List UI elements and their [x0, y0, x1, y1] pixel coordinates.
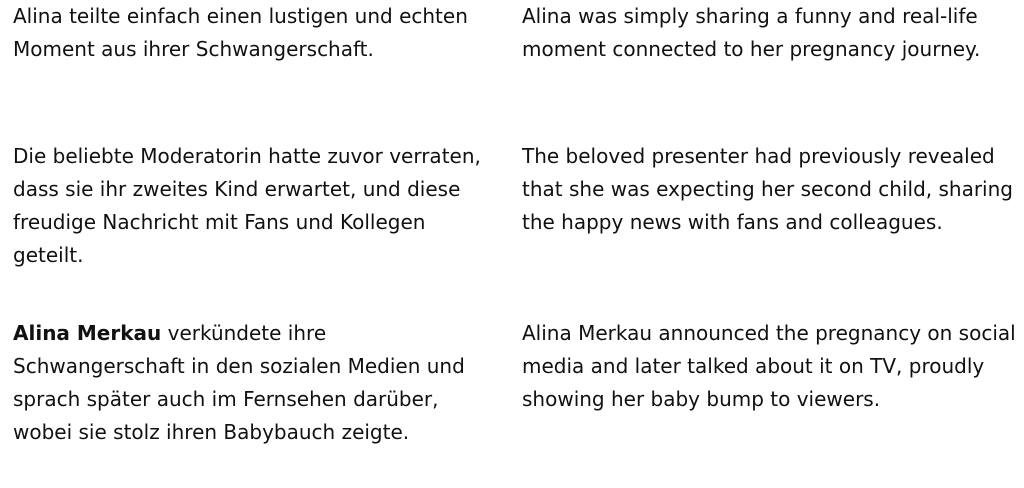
- german-paragraph-1: Alina teilte einfach einen lustigen und echten Moment aus ihrer Schwangerschaft.: [13, 4, 468, 61]
- german-paragraph-3-text: verkündete ihre Schwangerschaft in den sozialen Medien und sprach später auch im Fernsehen darüber, wobei sie stolz ihren Babybauch zeigte.: [13, 321, 465, 444]
- german-paragraph-2: Die beliebte Moderatorin hatte zuvor verraten, dass sie ihr zweites Kind erwartet, und diese freudige Nachricht mit Fans und Kollegen geteilt.: [13, 144, 481, 267]
- german-paragraph-3: [13, 317, 483, 449]
- english-paragraph-2: The beloved presenter had previously revealed that she was expecting her second child, sharing the happy news with fans and colleagues.: [522, 144, 1013, 234]
- person-name-highlight: Alina Merkau: [13, 321, 162, 345]
- english-paragraph-1: Alina was simply sharing a funny and real-life moment connected to her pregnancy journey.: [522, 4, 981, 61]
- english-paragraph-3: Alina Merkau announced the pregnancy on social media and later talked about it on TV, proudly showing her baby bump to viewers.: [522, 321, 1016, 411]
